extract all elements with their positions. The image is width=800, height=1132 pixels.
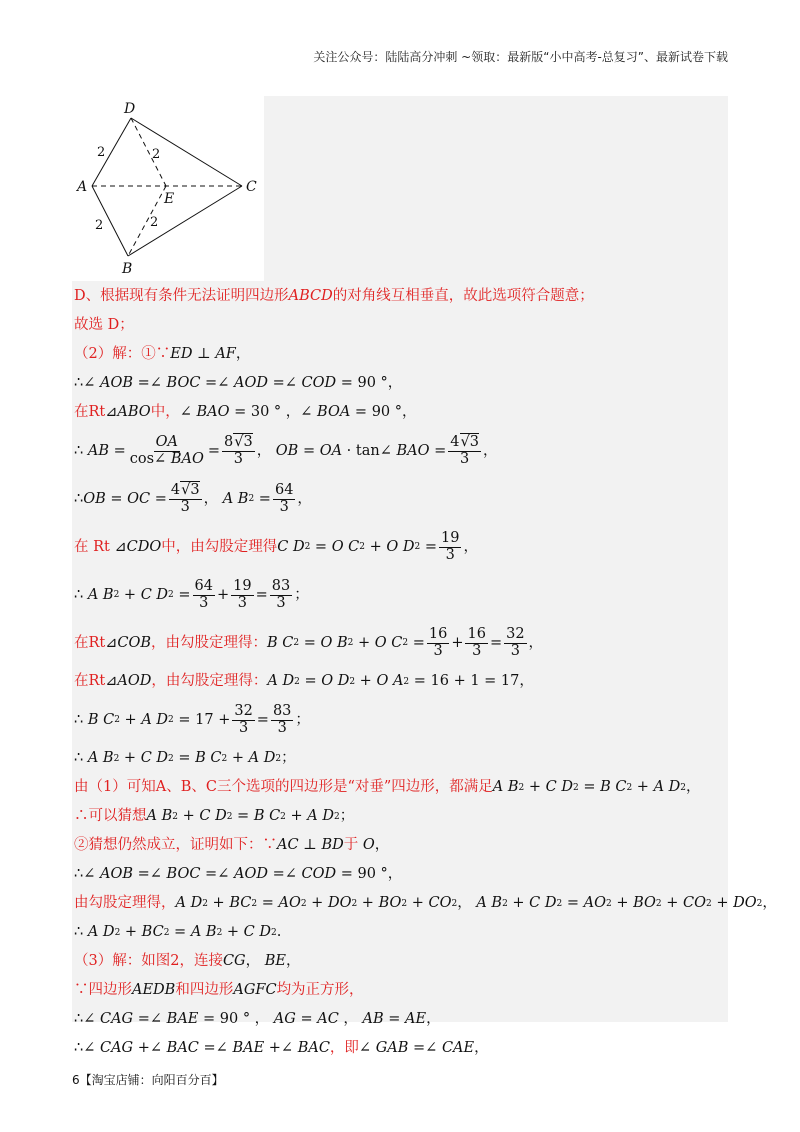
label-c: C xyxy=(246,179,257,195)
geometry-figure xyxy=(72,96,264,281)
edge-label-da: 2 xyxy=(97,145,106,160)
label-a: A xyxy=(77,179,88,195)
line-ab-ob: ∴ AB = $\frac{OA}{\text{cos∠ BAO}}$ = $\frac{8√3}{3}$ ， OB = OA · tan∠ BAO = $\frac{4√3}{3}$ ， xyxy=(74,434,498,467)
line-rt-abo: 在Rt ⊿ ABO 中， ∠ BAO = 30 ° ，∠ BOA = 90 °， xyxy=(74,404,417,420)
edge-dc xyxy=(131,118,242,186)
footer-shop: 6【淘宝店铺：向阳百分百】 xyxy=(72,1073,224,1087)
line-rt-cdo: 在 Rt ⊿ CDO 中， 由勾股定理得 C D 2 = O C 2 + O D 2 = $\frac{19}{3}$ ， xyxy=(74,530,478,563)
label-e: E xyxy=(164,191,175,207)
line-general-conclusion: ∴ A D 2 + BC 2 = A B 2 + C D 2 . xyxy=(74,924,282,940)
edge-label-de: 2 xyxy=(152,147,161,162)
line-prove: ②猜想仍然成立，证明如下：∵ AC ⊥ BD 于 O ， xyxy=(74,837,390,853)
line-choose: 故选 D； xyxy=(74,317,134,333)
line-rt-cob: 在Rt ⊿ COB ，由勾股定理得： B C 2 = O B 2 + O C 2 = $\frac{16}{3}$ + $\frac{16}{3}$ = $\frac{32}{3}$ ， xyxy=(74,626,544,659)
edge-label-eb: 2 xyxy=(150,215,159,230)
solution-text xyxy=(74,282,777,1063)
label-d: D xyxy=(124,101,136,117)
line-bc2-ad2: ∴ B C 2 + A D 2 = 17 + $\frac{32}{3}$ = $\frac{83}{3}$ ； xyxy=(74,703,310,736)
line-angle-sum: ∴∠ CAG +∠ BAC =∠ BAE +∠ BAC ，即 ∠ GAB =∠ CAE ， xyxy=(74,1040,489,1056)
line-square-props: ∴∠ CAG =∠ BAE = 90 ° ， AG = AC ， AB = AE ， xyxy=(74,1011,441,1027)
line-squares: ∵四边形 AEDB 和四边形 AGFC 均为正方形， xyxy=(74,982,364,998)
line-right-angles: ∴∠ AOB =∠ BOC =∠ AOD =∠ COD = 90 °， xyxy=(74,375,403,391)
line-part3-start: （3）解：如图2，连接 CG ， BE ， xyxy=(74,953,301,969)
line-gougu-general: 由勾股定理得， A D 2 + BC 2 = AO 2 + DO 2 + BO 2 + CO 2 ， A B 2 + C D 2 = AO 2 + BO 2 + CO 2 + DO 2 ， xyxy=(74,895,777,911)
line-rt-aod: 在Rt ⊿ AOD ，由勾股定理得： A D 2 = O D 2 + O A 2 = 16 + 1 = 17， xyxy=(74,673,534,689)
segment-eb xyxy=(128,186,166,256)
quadrilateral-diagram xyxy=(72,96,264,281)
line-conclusion: ∴ A B 2 + C D 2 = B C 2 + A D 2 ； xyxy=(74,750,296,766)
edge-label-ab: 2 xyxy=(95,218,104,233)
label-b: B xyxy=(122,261,133,277)
header-note: 关注公众号：陆陆高分冲刺 ~领取：最新版“小中高考-总复习”、最新试卷下载 xyxy=(313,50,728,64)
line-ob-oc: ∴ OB = OC = $\frac{4√3}{3}$ ， A B 2 = $\frac{64}{3}$ ， xyxy=(74,482,312,515)
line-part2-start: （2）解：①∵ ED ⊥ AF ， xyxy=(74,346,251,362)
line-ab2-cd2: ∴ A B 2 + C D 2 = $\frac{64}{3}$ + $\frac{19}{3}$ = $\frac{83}{3}$ ； xyxy=(74,578,309,611)
edge-bc xyxy=(128,186,242,256)
line-guess: ∴可以猜想 A B 2 + C D 2 = B C 2 + A D 2 ； xyxy=(74,808,355,824)
line-right-angles-2: ∴∠ AOB =∠ BOC =∠ AOD =∠ COD = 90 °， xyxy=(74,866,403,882)
line-from-part1: 由（1）可知A、B、C三个选项的四边形是“对垂”四边形，都满足 A B 2 + C D 2 = B C 2 + A D 2 ， xyxy=(74,779,701,795)
line-option-d: D、根据现有条件无法证明四边形 ABCD 的对角线互相垂直，故此选项符合题意； xyxy=(74,288,594,304)
